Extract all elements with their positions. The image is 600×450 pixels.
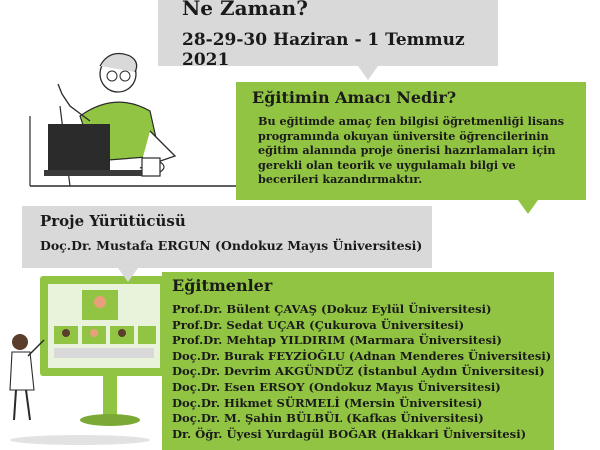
trainer-item: Doç.Dr. M. Şahin BÜLBÜL (Kafkas Üniversitesi)	[172, 411, 484, 426]
purpose-body	[258, 114, 578, 187]
trainers-box	[162, 272, 554, 450]
coordinator-box-tail	[118, 268, 138, 282]
trainer-item: Dr. Öğr. Üyesi Yurdagül BOĞAR (Hakkari Üniversitesi)	[172, 426, 527, 441]
trainer-item: Prof.Dr. Mehtap YILDIRIM (Marmara Üniversitesi)	[172, 333, 502, 348]
purpose-line: eğitim alanında proje önerisi hazırlamaları için	[258, 143, 556, 157]
purpose-line: becerileri kazandırmaktır.	[258, 172, 423, 186]
purpose-box	[236, 82, 586, 200]
purpose-line: programında okuyan üniversite öğrencilerinin	[258, 128, 549, 143]
coordinator-name: Doç.Dr. Mustafa ERGUN (Ondokuz Mayıs Üniversitesi)	[40, 238, 423, 253]
trainer-item: Doç.Dr. Esen ERSOY (Ondokuz Mayıs Üniversitesi)	[172, 379, 501, 394]
trainer-item: Doç.Dr. Burak FEYZİOĞLU (Adnan Menderes Üniversitesi)	[172, 348, 552, 363]
video-conference-illustration	[0, 270, 170, 450]
trainers-list	[172, 302, 551, 442]
when-box	[158, 0, 498, 70]
coordinator-title: Proje Yürütücüsü	[40, 212, 186, 230]
when-title: Ne Zaman?	[182, 0, 308, 20]
purpose-line: gerekli olan teorik ve uygulamalı bilgi ve	[258, 157, 516, 172]
purpose-box-tail	[518, 200, 538, 214]
purpose-line: Bu eğitimde amaç fen bilgisi öğretmenliği lisans	[258, 114, 565, 128]
trainer-item: Doç.Dr. Devrim AKGÜNDÜZ (İstanbul Aydın Üniversitesi)	[172, 364, 545, 379]
coordinator-box	[22, 206, 432, 268]
trainer-item: Doç.Dr. Hikmet SÜRMELİ (Mersin Üniversitesi)	[172, 395, 483, 410]
purpose-title: Eğitimin Amacı Nedir?	[252, 88, 457, 107]
trainer-item: Prof.Dr. Sedat UÇAR (Çukurova Üniversitesi)	[172, 317, 465, 332]
trainer-item: Prof.Dr. Bülent ÇAVAŞ (Dokuz Eylül Üniversitesi)	[172, 302, 492, 316]
when-dates: 28-29-30 Haziran - 1 Temmuz 2021	[182, 30, 465, 70]
trainers-title: Eğitmenler	[172, 276, 273, 295]
when-box-tail	[358, 66, 378, 80]
